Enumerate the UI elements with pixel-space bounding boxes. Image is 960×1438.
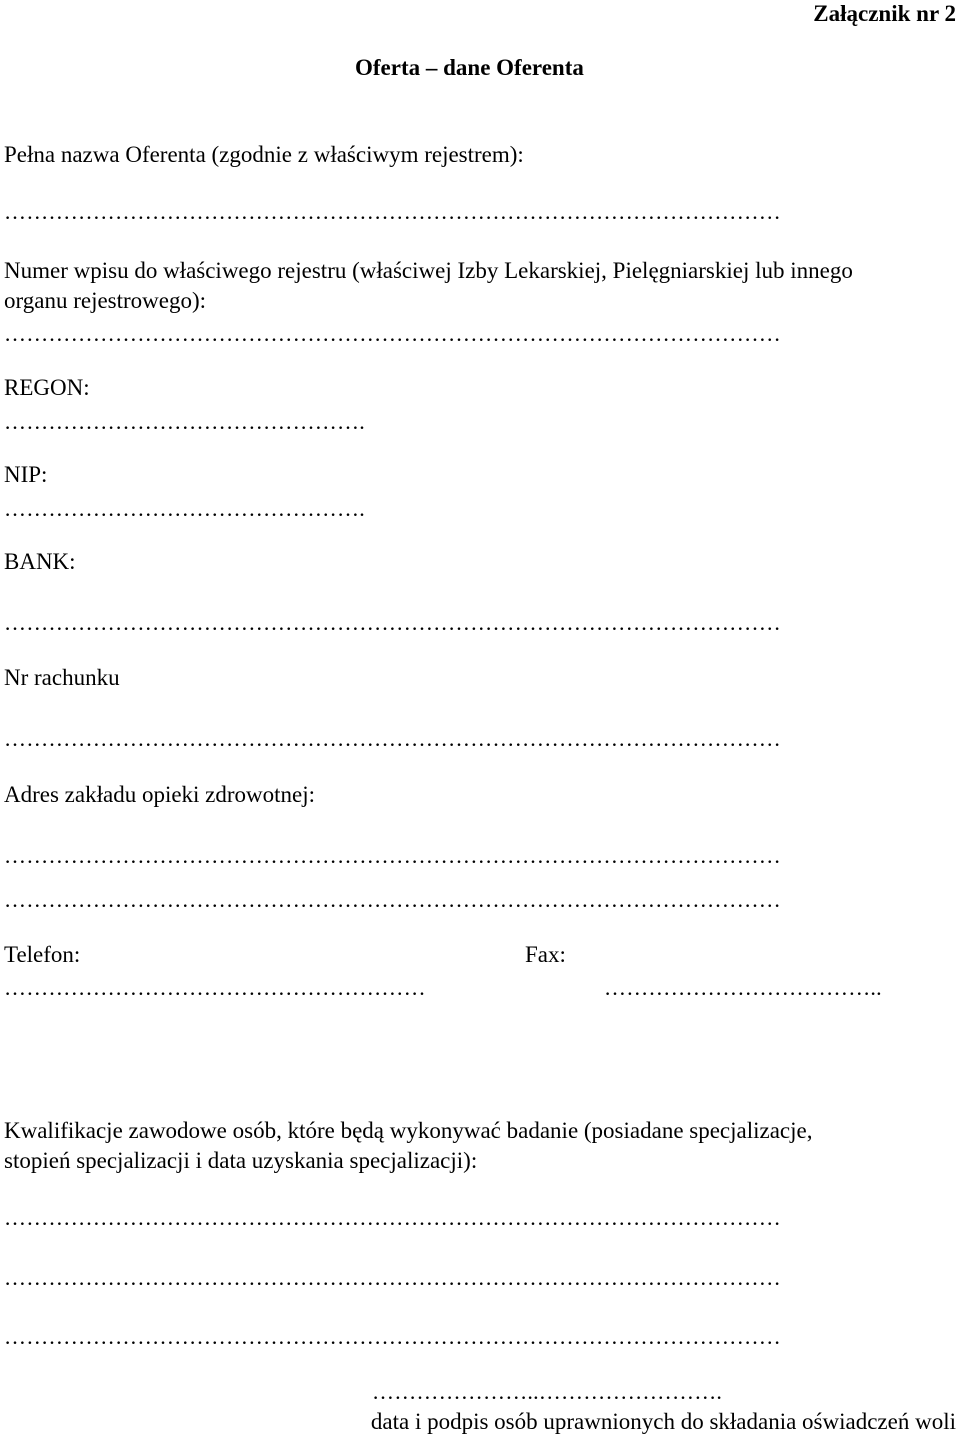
- signature-caption: data i podpis osób uprawnionych do składania oświadczeń woli: [370, 1409, 956, 1434]
- attachment-number: Załącznik nr 2: [813, 1, 956, 26]
- registry-label-line1: Numer wpisu do właściwego rejestru (właściwej Izby Lekarskiej, Pielęgniarskiej lub innego: [4, 258, 853, 283]
- address-label: Adres zakładu opieki zdrowotnej:: [4, 782, 316, 807]
- nip-field[interactable]: ………………………………………….: [4, 496, 365, 521]
- registry-label-line2: organu rejestrowego):: [4, 288, 207, 313]
- phone-label: Telefon:: [4, 942, 81, 967]
- full-name-label: Pełna nazwa Oferenta (zgodnie z właściwym rejestrem):: [4, 142, 524, 167]
- full-name-field[interactable]: ……………………………………………………………………………………………: [4, 199, 781, 224]
- signature-field[interactable]: …………………..…………………….: [372, 1379, 723, 1404]
- address-field-line2[interactable]: ……………………………………………………………………………………………: [4, 887, 781, 912]
- regon-field[interactable]: ………………………………………….: [4, 409, 365, 434]
- page-title: Oferta – dane Oferenta: [355, 55, 584, 80]
- qualifications-field-line2[interactable]: ……………………………………………………………………………………………: [4, 1265, 781, 1290]
- nip-label: NIP:: [4, 462, 48, 487]
- bank-label: BANK:: [4, 549, 76, 574]
- qualifications-field-line1[interactable]: ……………………………………………………………………………………………: [4, 1205, 781, 1230]
- account-label: Nr rachunku: [4, 665, 120, 690]
- bank-field[interactable]: ……………………………………………………………………………………………: [4, 610, 781, 635]
- phone-field[interactable]: …………………………………………………: [4, 975, 426, 1000]
- fax-label: Fax:: [525, 942, 566, 967]
- account-field[interactable]: ……………………………………………………………………………………………: [4, 726, 781, 751]
- fax-field[interactable]: ………………………………..: [604, 975, 882, 1000]
- qualifications-label-line1: Kwalifikacje zawodowe osób, które będą wykonywać badanie (posiadane specjalizacje,: [4, 1118, 813, 1143]
- address-field-line1[interactable]: ……………………………………………………………………………………………: [4, 843, 781, 868]
- qualifications-label-line2: stopień specjalizacji i data uzyskania specjalizacji):: [4, 1148, 478, 1173]
- qualifications-field-line3[interactable]: ……………………………………………………………………………………………: [4, 1324, 781, 1349]
- registry-field[interactable]: ……………………………………………………………………………………………: [4, 321, 781, 346]
- regon-label: REGON:: [4, 375, 90, 400]
